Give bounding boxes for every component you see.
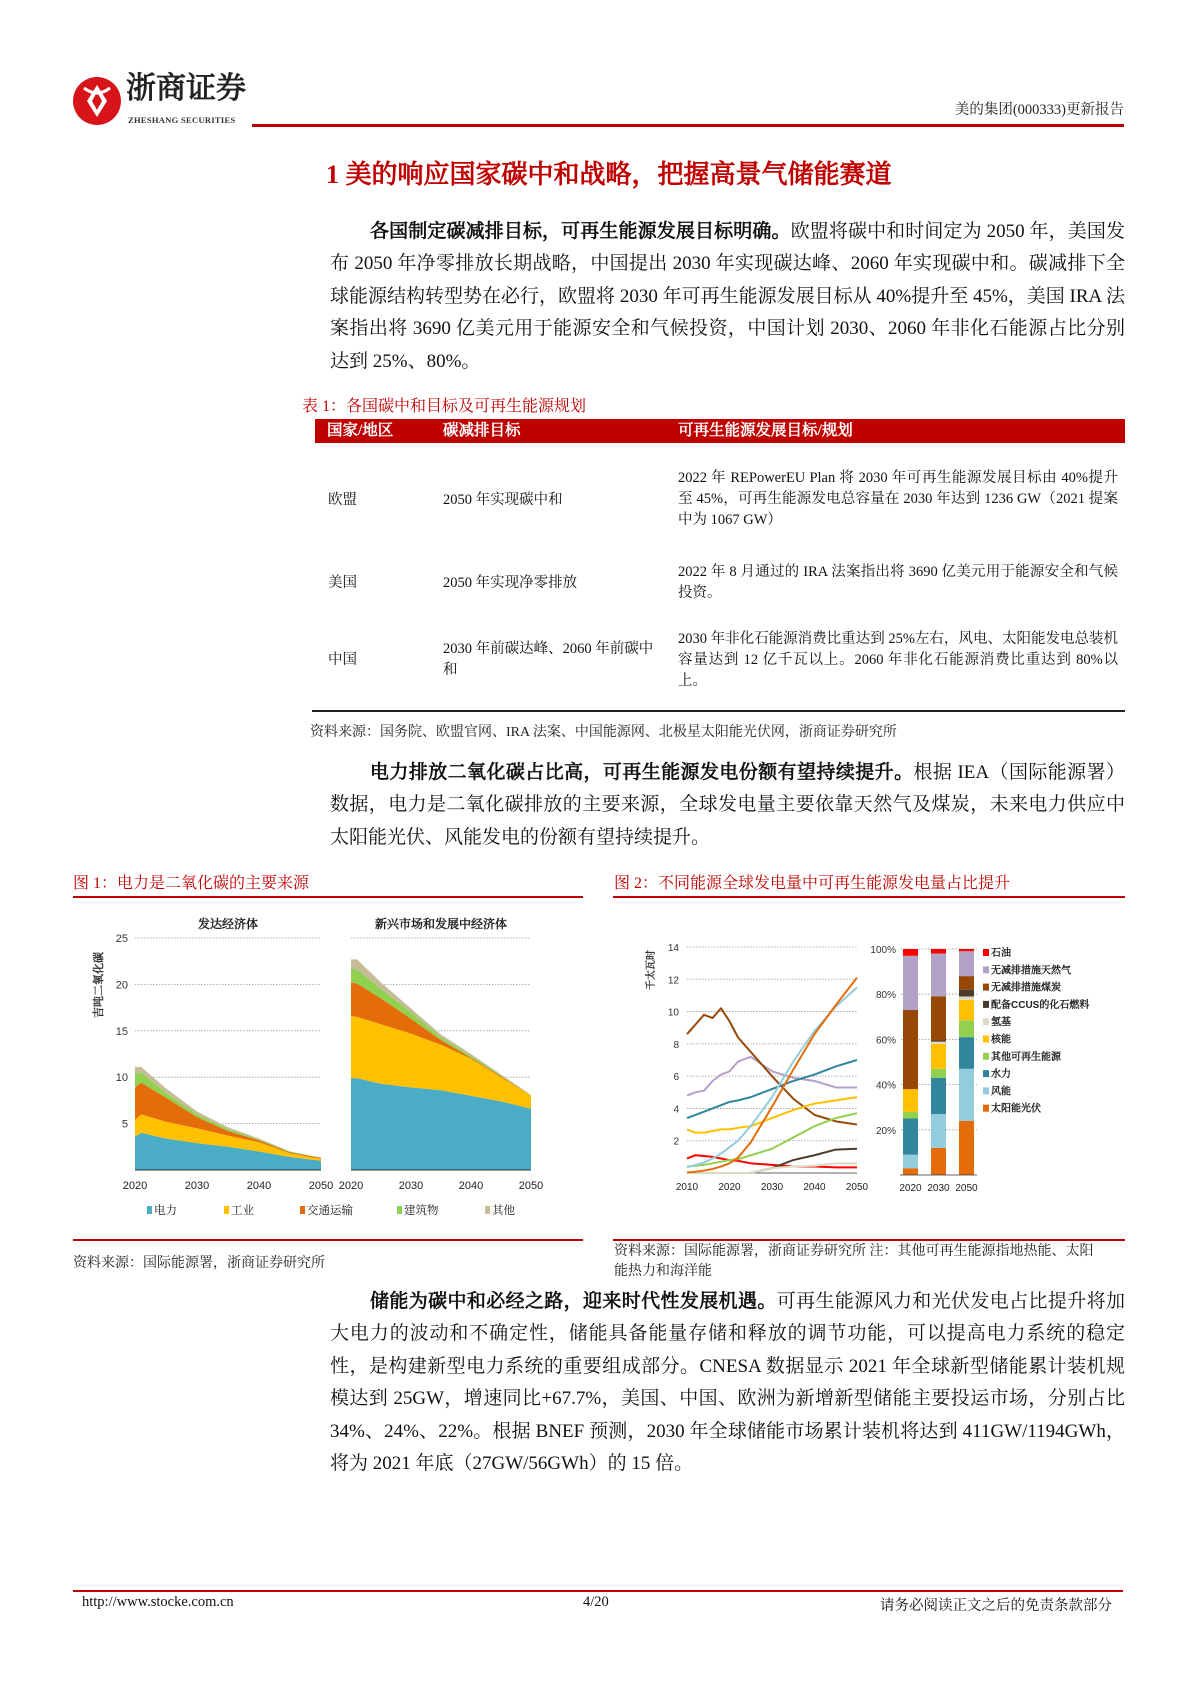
- x-tick-label: 2030: [398, 1180, 424, 1192]
- line-5: [687, 1097, 857, 1133]
- legend-swatch: [983, 984, 989, 991]
- y-tick-label: 5: [121, 1118, 128, 1131]
- bar-segment: [931, 1078, 946, 1114]
- cell-plan: 2022 年 REPowerEU Plan 将 2030 年可再生能源发展目标由 40%提升至 45%，可再生能源发电总容量在 2030 年达到 1236 GW（2021 提案中为 1067 GW）: [678, 470, 1118, 528]
- bar-segment: [959, 976, 974, 990]
- paragraph-energy-storage: [330, 1286, 1125, 1480]
- table-header-plan: 可再生能源发展目标/规划: [678, 422, 853, 439]
- bar-segment: [931, 1044, 946, 1069]
- bar-segment: [903, 956, 918, 1010]
- y-axis-label: 千太瓦时: [646, 950, 657, 990]
- line-7: [687, 1060, 857, 1118]
- logo-text-cn: 浙商证券: [126, 71, 246, 106]
- bar-segment: [959, 1037, 974, 1069]
- legend-label: 其他: [492, 1205, 515, 1217]
- paragraph-body: 可再生能源风力和光伏发电占比提升将加大电力的波动和不确定性，储能具备能量存储和释放的调节功能，可以提高电力系统的稳定性，是构建新型电力系统的重要组成部分。CNESA 数据显示 2021 年全球新型储能累计装机规模达到 25GW，增速同比+67.7%，美国、中国、欧洲为新增新型储能主要投运市场，分别占比 34%、24%、22%。根据 BNEF 预测，2030 年全球储能市场累计装机将达到 411GW/1194GWh，将为 2021 年底（27GW/56GWh）的 15 倍。: [330, 1291, 1125, 1475]
- page-number: 4/20: [583, 1594, 609, 1610]
- x-tick-label: 2050: [518, 1180, 544, 1192]
- y-tick-label: 60%: [875, 1035, 896, 1047]
- bar-segment: [931, 1114, 946, 1148]
- figure1-caption: 图 1：电力是二氧化碳的主要来源: [73, 875, 310, 892]
- legend-label: 交通运输: [307, 1205, 353, 1217]
- y-tick-label: 15: [115, 1025, 128, 1038]
- legend-swatch: [983, 949, 989, 956]
- y-tick-label: 2: [673, 1136, 679, 1148]
- y-tick-label: 8: [673, 1039, 679, 1051]
- legend-swatch: [983, 1070, 989, 1077]
- y-tick-label: 20%: [875, 1125, 896, 1137]
- section-title: 1 美的响应国家碳中和战略，把握高景气储能赛道: [326, 160, 892, 189]
- figure2-bottom-rule: [613, 1239, 1125, 1241]
- x-tick-label: 2030: [927, 1183, 950, 1194]
- cell-plan: 2022 年 8 月通过的 IRA 法案指出将 3690 亿美元用于能源安全和气候投资。: [678, 564, 1118, 601]
- cell-target: 2050 年实现净零排放: [443, 575, 578, 591]
- figure1-co2-area-chart: [0, 0, 600, 1240]
- legend-swatch: [300, 1206, 305, 1214]
- legend-swatch: [983, 1001, 989, 1008]
- legend-swatch: [983, 1053, 989, 1060]
- cell-target: 2030 年前碳达峰、2060 年前碳中和: [443, 641, 654, 678]
- figure1-source: 资料来源：国际能源署，浙商证券研究所: [73, 1256, 325, 1271]
- bar-segment: [959, 996, 974, 999]
- table-caption: 表 1：各国碳中和目标及可再生能源规划: [302, 398, 587, 415]
- x-tick-label: 2040: [458, 1180, 484, 1192]
- logo-text-en: ZHESHANG SECURITIES: [128, 115, 236, 125]
- figure1-bottom-rule: [73, 1239, 583, 1241]
- legend-label: 其他可再生能源: [991, 1051, 1061, 1063]
- cell-region: 中国: [328, 652, 357, 668]
- y-tick-label: 4: [673, 1104, 679, 1116]
- legend-swatch: [983, 1105, 989, 1112]
- legend-label: 电力: [154, 1205, 177, 1217]
- bar-segment: [931, 1042, 946, 1044]
- x-tick-label: 2020: [899, 1183, 922, 1194]
- legend-label: 石油: [991, 948, 1011, 959]
- legend-label: 工业: [231, 1205, 254, 1217]
- legend-label: 水力: [991, 1069, 1011, 1081]
- bar-segment: [903, 1119, 918, 1155]
- x-tick-label: 2020: [338, 1180, 364, 1192]
- bar-segment: [931, 1041, 946, 1042]
- legend-label: 氢基: [991, 1017, 1011, 1029]
- legend-swatch: [397, 1206, 402, 1214]
- cell-target: 2050 年实现碳中和: [443, 492, 563, 508]
- legend-label: 核能: [991, 1034, 1011, 1046]
- report-title: 美的集团(000333)更新报告: [954, 102, 1124, 118]
- y-tick-label: 10: [667, 1007, 679, 1019]
- bar-segment: [903, 1010, 918, 1089]
- y-tick-label: 6: [673, 1072, 679, 1084]
- x-tick-label: 2050: [955, 1183, 978, 1194]
- panel-title: 发达经济体: [197, 917, 259, 931]
- x-tick-label: 2020: [122, 1180, 148, 1192]
- legend-label: 风能: [991, 1086, 1011, 1098]
- bar-segment: [959, 1020, 974, 1037]
- legend-swatch: [983, 1036, 989, 1043]
- cell-plan: 2030 年非化石能源消费比重达到 25%左右，风电、太阳能发电总装机容量达到 12 亿千瓦以上。2060 年非化石能源消费比重达到 80%以上。: [678, 631, 1118, 689]
- bar-segment: [903, 1155, 918, 1169]
- bar-segment: [931, 996, 946, 1040]
- bar-segment: [959, 990, 974, 997]
- y-tick-label: 14: [667, 943, 679, 954]
- panel-title: 新兴市场和发展中经济体: [374, 917, 508, 931]
- bar-segment: [903, 1089, 918, 1112]
- legend-swatch: [983, 966, 989, 973]
- y-tick-label: 10: [115, 1072, 128, 1085]
- line-0: [687, 1155, 857, 1167]
- footer-url-link[interactable]: http://www.stocke.com.cn: [82, 1594, 234, 1610]
- legend-label: 无减排措施煤炭: [991, 982, 1061, 994]
- y-tick-label: 100%: [870, 945, 896, 956]
- bar-segment: [931, 1148, 946, 1175]
- paragraph-body: 欧盟将碳中和时间定为 2050 年，美国发布 2050 年净零排放长期战略，中国提出 2030 年实现碳达峰、2060 年实现碳中和。碳减排下全球能源结构转型势在必行，欧盟将 2030 年可再生能源发展目标从 40%提升至 45%，美国 IRA 法案指出将 3690 亿美元用于能源安全和气候投资，中国计划 2030、2060 年非化石能源占比分别达到 25%、80%。: [330, 221, 1125, 372]
- figure2-generation-chart: [600, 0, 1190, 1240]
- legend-swatch: [147, 1206, 152, 1214]
- x-tick-label: 2010: [675, 1182, 699, 1193]
- legend-label: 配备CCUS的化石燃料: [991, 999, 1090, 1011]
- x-tick-label: 2030: [760, 1182, 784, 1193]
- y-tick-label: 12: [667, 975, 679, 987]
- y-tick-label: 20: [115, 979, 128, 992]
- y-axis-label: 吉吨二氧化碳: [93, 952, 105, 1018]
- figure2-caption: 图 2：不同能源全球发电量中可再生能源发电量占比提升: [614, 875, 1011, 892]
- table-source: 资料来源：国务院、欧盟官网、IRA 法案、中国能源网、北极星太阳能光伏网，浙商证券研究所: [310, 725, 897, 740]
- table-header-target: 碳减排目标: [443, 422, 521, 439]
- bar-segment: [903, 1168, 918, 1175]
- paragraph-lead: 电力排放二氧化碳占比高，可再生能源发电份额有望持续提升。: [370, 762, 914, 783]
- bar-segment: [931, 954, 946, 997]
- x-tick-label: 2050: [845, 1182, 869, 1193]
- footer-divider: [73, 1590, 1123, 1592]
- paragraph-lead: 各国制定碳减排目标，可再生能源发展目标明确。: [370, 221, 791, 242]
- cell-region: 欧盟: [328, 492, 357, 508]
- y-tick-label: 40%: [875, 1080, 896, 1092]
- table-header-region: 国家/地区: [327, 422, 394, 439]
- bar-segment: [903, 1112, 918, 1119]
- x-tick-label: 2020: [718, 1182, 741, 1193]
- legend-swatch: [224, 1206, 229, 1214]
- paragraph-body: 根据 IEA（国际能源署）数据，电力是二氧化碳排放的主要来源，全球发电量主要依靠天然气及煤炭，未来电力供应中太阳能光伏、风能发电的份额有望持续提升。: [330, 762, 1125, 848]
- bar-segment: [959, 1069, 974, 1121]
- figure2-source: 资料来源：国际能源署，浙商证券研究所 注：其他可再生能源指地热能、太阳能热力和海洋能: [614, 1244, 1094, 1279]
- bar-segment: [959, 949, 974, 951]
- bar-segment: [903, 949, 918, 956]
- legend-label: 无减排措施天然气: [991, 965, 1071, 977]
- y-tick-label: 80%: [875, 990, 896, 1002]
- bar-segment: [931, 1069, 946, 1078]
- legend-label: 建筑物: [404, 1205, 439, 1217]
- y-tick-label: 25: [115, 933, 128, 945]
- bar-segment: [959, 951, 974, 976]
- legend-label: 太阳能光伏: [991, 1103, 1041, 1115]
- x-tick-label: 2040: [803, 1182, 826, 1193]
- paragraph-lead: 储能为碳中和必经之路，迎来时代性发展机遇。: [370, 1291, 777, 1312]
- legend-swatch: [485, 1206, 490, 1214]
- footer-disclaimer: 请务必阅读正文之后的免责条款部分: [880, 1598, 1112, 1614]
- bar-segment: [959, 1121, 974, 1175]
- bar-segment: [959, 1000, 974, 1020]
- x-tick-label: 2030: [184, 1180, 210, 1192]
- cell-region: 美国: [328, 575, 357, 591]
- x-tick-label: 2050: [308, 1180, 334, 1192]
- legend-swatch: [983, 1087, 989, 1094]
- bar-segment: [931, 949, 946, 954]
- x-tick-label: 2040: [246, 1180, 272, 1192]
- legend-swatch: [983, 1018, 989, 1025]
